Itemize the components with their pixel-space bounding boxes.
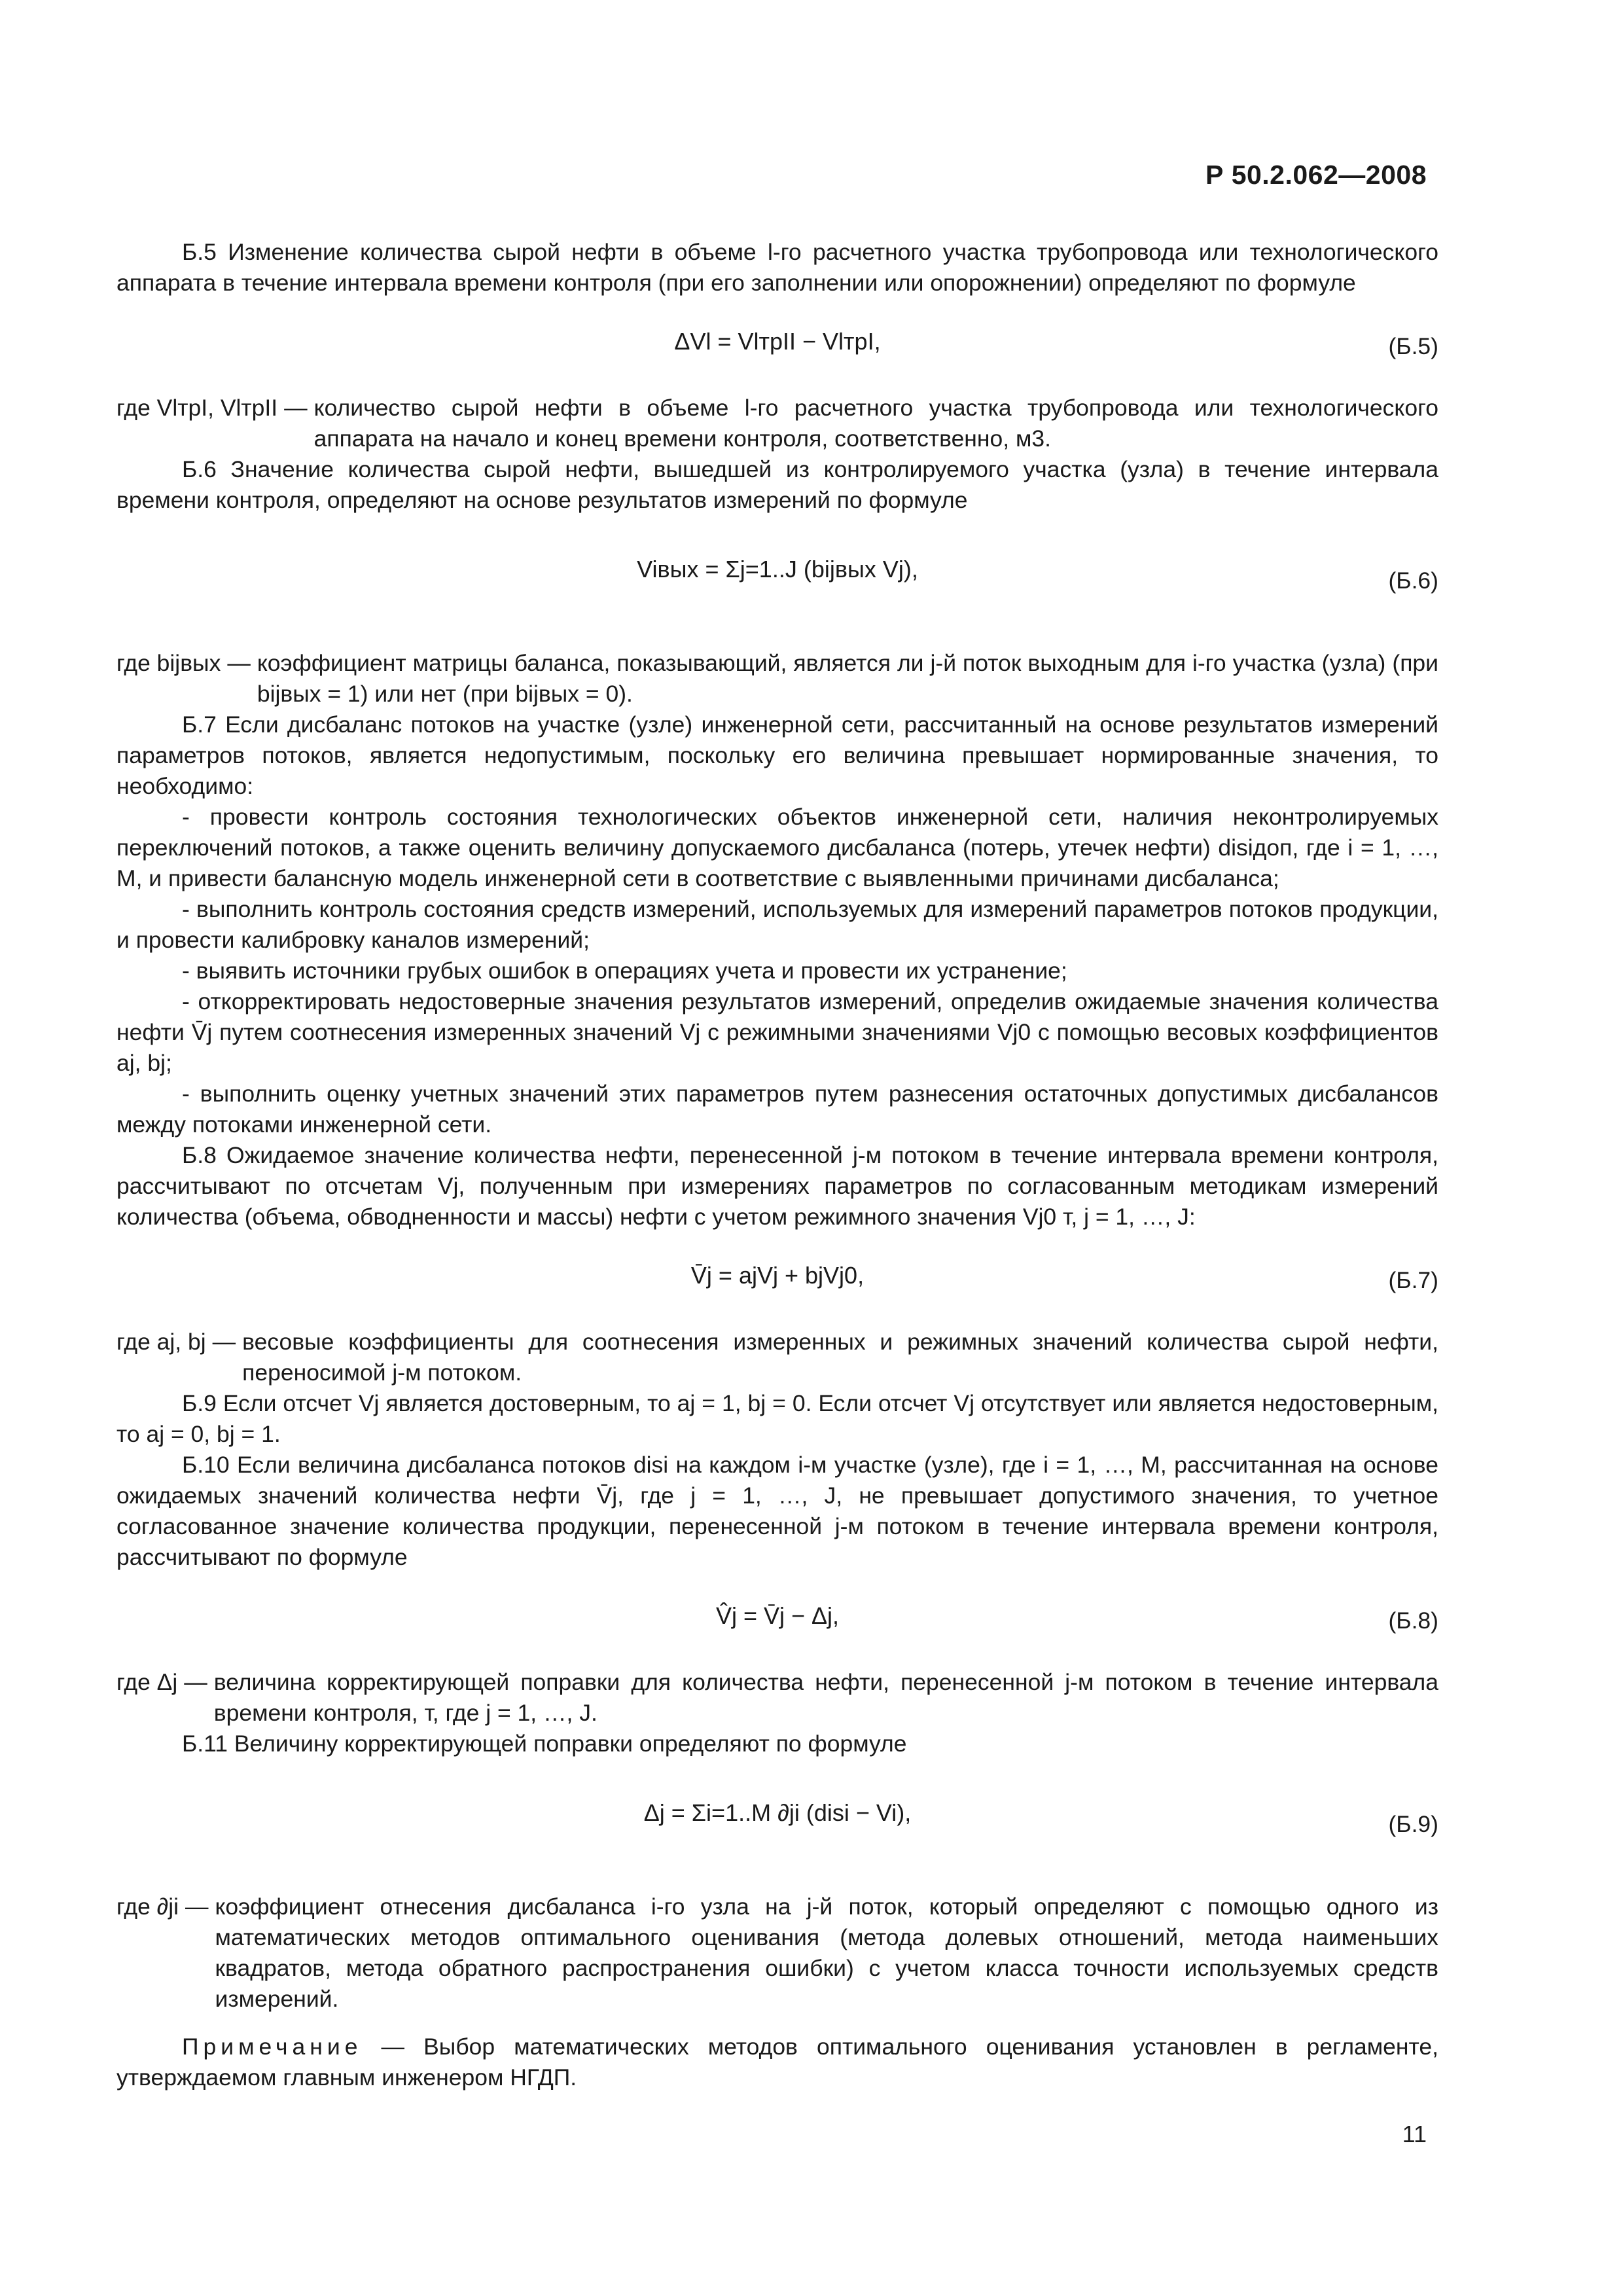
paragraph-b11: Б.11 Величину корректирующей поправки определяют по формуле	[182, 1731, 907, 1757]
equation-number-b7: (Б.7)	[1388, 1267, 1438, 1293]
formula-b7	[116, 1246, 1438, 1316]
list-item: - выявить источники грубых ошибок в операциях учета и провести их устранение;	[182, 958, 1067, 984]
where-dash: —	[284, 395, 308, 421]
list-item: - откорректировать недостоверные значения результатов измерений, определив ожидаемые значения количества нефти V̄j путем соотнесения измеренных значений Vj с режимными значениями Vj0 с помощью весовых коэффициентов aj, bj;	[116, 988, 1438, 1076]
equation-number-b6: (Б.6)	[1388, 567, 1438, 594]
formula-b8-expr: V̂j = V̄j − Δj,	[715, 1602, 840, 1629]
paragraph-b9: Б.9 Если отсчет Vj является достоверным, то aj = 1, bj = 0. Если отсчет Vj отсутствует или является недостоверным, то aj = 0, bj = 1.	[116, 1390, 1438, 1447]
note-text: Выбор математических методов оптимального оценивания установлен в регламенте, утверждаемом главным инженером НГДП.	[116, 2034, 1438, 2090]
paragraph-b5: Б.5 Изменение количества сырой нефти в объеме l-го расчетного участка трубопровода или технологического аппарата в течение интервала времени контроля (при его заполнении или опорожнении) определяют по формуле	[116, 239, 1438, 296]
where-b6-desc: коэффициент матрицы баланса, показывающий, является ли j-й поток выходным для i-го участка (узла) (при bijвых = 1) или нет (при bijвых = 0).	[257, 650, 1438, 707]
list-item: - провести контроль состояния технологических объектов инженерной сети, наличия неконтролируемых переключений потоков, а также оценить величину допускаемого дисбаланса (потерь, утечек нефти) disiдоп, где i = 1, …, M, и привести балансную модель инженерной сети в соответствие с выявленными причинами дисбаланса;	[116, 804, 1438, 891]
formula-b6-expr: Viвых = Σj=1..J (bijвых Vj),	[637, 556, 918, 583]
list-item: - выполнить оценку учетных значений этих параметров путем разнесения остаточных допустимых дисбалансов между потоками инженерной сети.	[116, 1081, 1438, 1138]
where-b11	[116, 1892, 1438, 2015]
where-b6-symbols: где bijвых	[116, 650, 221, 676]
where-b10-symbols: где Δj	[116, 1669, 178, 1695]
formula-b7-expr: V̄j = ajVj + bjVj0,	[690, 1262, 865, 1289]
formula-b9-expr: Δj = Σi=1..M ∂ji (disi − Vi),	[643, 1799, 912, 1826]
where-dash: —	[184, 1669, 207, 1695]
formula-b5	[116, 312, 1438, 382]
where-b8-desc: весовые коэффициенты для соотнесения измеренных и режимных значений количества сырой нефти, переносимой j-м потоком.	[242, 1329, 1438, 1386]
where-b11-symbols: где ∂ji	[116, 1893, 179, 1920]
where-b10	[116, 1667, 1438, 1729]
formula-b8	[116, 1586, 1438, 1657]
where-b8-symbols: где aj, bj	[116, 1329, 206, 1355]
equation-number-b9: (Б.9)	[1388, 1811, 1438, 1837]
where-b8	[116, 1327, 1438, 1388]
where-dash: —	[212, 1329, 236, 1355]
formula-b5-expr: ΔVl = VlтрII − VlтрI,	[674, 328, 881, 355]
paragraph-b6: Б.6 Значение количества сырой нефти, вышедшей из контролируемого участка (узла) в течение интервала времени контроля, определяют на основе результатов измерений по формуле	[116, 456, 1438, 513]
equation-number-b5: (Б.5)	[1388, 333, 1438, 359]
list-item: - выполнить контроль состояния средств измерений, используемых для измерений параметров потоков продукции, и провести калибровку каналов измерений;	[116, 896, 1438, 953]
where-b11-desc: коэффициент отнесения дисбаланса i-го узла на j-й поток, который определяют с помощью одного из математических методов оптимального оценивания (метода долевых отношений, метода наименьших квадратов, метода обратного распространения ошибки) с учетом класса точности используемых средств измерений.	[215, 1893, 1438, 2012]
note: Примечание — Выбор математических методов оптимального оценивания установлен в регламенте, утверждаемом главным инженером НГДП.	[116, 2034, 1438, 2090]
page-number: 11	[1402, 2121, 1427, 2147]
where-dash: —	[185, 1893, 209, 1920]
document-code: Р 50.2.062—2008	[1205, 160, 1427, 190]
paragraph-b7: Б.7 Если дисбаланс потоков на участке (узле) инженерной сети, рассчитанный на основе результатов измерений параметров потоков, является недопустимым, поскольку его величина превышает нормированные значения, то необходимо:	[116, 711, 1438, 799]
paragraph-b10: Б.10 Если величина дисбаланса потоков disi на каждом i-м участке (узле), где i = 1, …, M, рассчитанная на основе ожидаемых значений количества нефти V̄j, где j = 1, …, J, не превышает допустимого значения, то учетное согласованное значение количества продукции, перенесенной j-м потоком в течение интервала времени контроля, рассчитывают по формуле	[116, 1452, 1438, 1570]
where-b6	[116, 648, 1438, 709]
where-b10-desc: величина корректирующей поправки для количества нефти, перенесенной j-м потоком в течение интервала времени контроля, т, где j = 1, …, J.	[213, 1669, 1438, 1726]
paragraph-b8: Б.8 Ожидаемое значение количества нефти, перенесенной j-м потоком в течение интервала времени контроля, рассчитывают по отсчетам Vj, полученным при измерениях параметров по согласованным методикам измерений количества (объема, обводненности и массы) нефти с учетом режимного значения Vj0 т, j = 1, …, J:	[116, 1142, 1438, 1230]
note-head: Примечание	[182, 2034, 363, 2060]
formula-b9	[116, 1772, 1438, 1881]
where-b5	[116, 393, 1438, 454]
formula-b6	[116, 529, 1438, 637]
where-b5-desc: количество сырой нефти в объеме l-го расчетного участка трубопровода или технологического аппарата на начало и конец времени контроля, соответственно, м3.	[313, 395, 1438, 452]
where-dash: —	[227, 650, 251, 676]
equation-number-b8: (Б.8)	[1388, 1607, 1438, 1634]
document-body	[116, 237, 1438, 2093]
where-b5-symbols: где VlтрI, VlтрII	[116, 395, 278, 421]
